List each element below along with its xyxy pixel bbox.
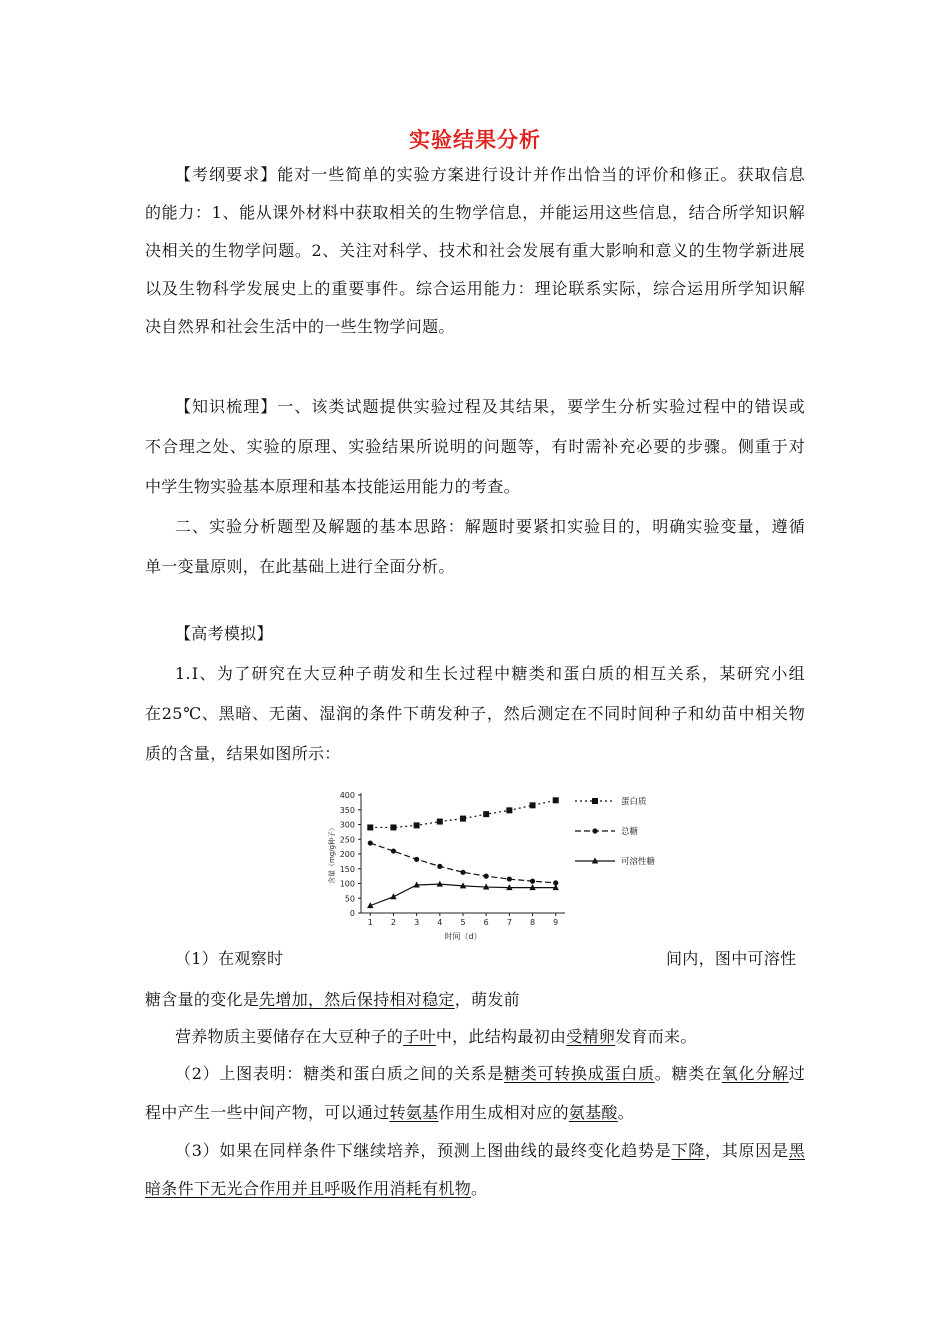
text: （2）上图表明：糖类和蛋白质之间的关系是 xyxy=(175,1064,505,1083)
data-point xyxy=(553,797,559,803)
x-tick-label: 3 xyxy=(414,918,420,927)
legend-marker xyxy=(592,798,598,804)
x-tick-label: 9 xyxy=(553,918,559,927)
answer1-line-1-left: （1）在观察时 xyxy=(175,949,284,968)
series-line-2 xyxy=(370,843,555,883)
legend xyxy=(575,796,656,867)
legend-label: 可溶性糖 xyxy=(621,857,656,867)
data-point xyxy=(391,848,396,853)
y-tick-label: 250 xyxy=(339,835,355,845)
text: 营养物质主要储存在大豆种子的 xyxy=(175,1027,404,1046)
text: 。 xyxy=(471,1179,488,1198)
text: 糖含量的变化是 xyxy=(145,990,260,1009)
text: 程中产生一些中间产物，可以通过 xyxy=(145,1103,390,1122)
x-tick-label: 1 xyxy=(367,918,373,927)
data-point xyxy=(530,802,536,808)
data-point xyxy=(483,811,489,817)
x-tick-label: 8 xyxy=(529,918,536,927)
answer1-line-1-right: 间内，图中可溶性 xyxy=(666,949,797,968)
text: ，其原因是 xyxy=(704,1141,789,1160)
answer-blank: 子叶 xyxy=(403,1027,436,1046)
answer-blank: 暗条件下无光合作用并且呼吸作用消耗有机物 xyxy=(145,1179,472,1198)
text: （3）如果在同样条件下继续培养，预测上图曲线的最终变化趋势是 xyxy=(175,1141,672,1160)
section-heading: 【高考模拟】 xyxy=(175,624,273,643)
plot-area xyxy=(327,791,565,941)
data-point xyxy=(506,807,512,813)
data-point xyxy=(460,870,465,875)
text: 发育而来。 xyxy=(615,1027,697,1046)
data-point xyxy=(437,864,442,869)
data-point xyxy=(367,824,373,830)
question-line-2: 在25℃、黑暗、无菌、湿润的条件下萌发种子，然后测定在不同时间种子和幼苗中相关物 xyxy=(145,704,805,723)
requirements-line-3: 决相关的生物学问题。2、关注对科学、技术和社会发展有重大影响和意义的生物学新进展 xyxy=(145,241,805,260)
data-point xyxy=(484,874,489,879)
requirements-line-5: 决自然界和社会生活中的一些生物学问题。 xyxy=(145,317,455,336)
answer2-line-1 xyxy=(175,1061,805,1084)
y-tick-label: 0 xyxy=(349,909,355,918)
y-tick-label: 150 xyxy=(339,864,355,874)
data-point xyxy=(530,879,535,884)
x-tick-label: 5 xyxy=(460,918,466,927)
x-tick-label: 6 xyxy=(483,918,489,927)
answer-blank: 黑 xyxy=(788,1141,805,1160)
data-point xyxy=(414,822,420,828)
text: 。糖类在 xyxy=(654,1064,722,1083)
question-line-3: 质的含量，结果如图所示： xyxy=(145,744,341,763)
requirements-line-2: 的能力：1、能从课外材料中获取相关的生物学信息，并能运用这些信息，结合所学知识解 xyxy=(145,203,805,222)
content-chart xyxy=(325,785,675,945)
answer1-line-3 xyxy=(175,1024,697,1047)
data-point xyxy=(368,840,373,845)
legend-label: 蛋白质 xyxy=(621,797,647,807)
y-tick-label: 200 xyxy=(339,850,355,859)
y-tick-label: 350 xyxy=(339,805,355,815)
answer-blank: 氧化分解 xyxy=(721,1064,789,1083)
data-point xyxy=(390,824,396,830)
knowledge-line-2: 不合理之处、实验的原理、实验结果所说明的问题等，有时需补充必要的步骤。侧重于对 xyxy=(145,437,805,456)
y-tick-label: 50 xyxy=(344,894,355,904)
data-point xyxy=(507,876,512,881)
text: 过 xyxy=(788,1064,806,1083)
data-point xyxy=(414,857,419,862)
legend-label: 总糖 xyxy=(621,827,639,837)
answer-blank: 氨基酸 xyxy=(568,1103,618,1122)
text: 作用生成相对应的 xyxy=(438,1103,569,1122)
analysis-line-1: 二、实验分析题型及解题的基本思路：解题时要紧扣实验目的，明确实验变量，遵循 xyxy=(175,517,805,536)
y-tick-label: 100 xyxy=(339,879,355,889)
x-tick-label: 4 xyxy=(437,918,443,927)
answer3-line-2 xyxy=(145,1176,487,1199)
answer2-line-2 xyxy=(145,1100,634,1123)
data-point xyxy=(460,816,466,822)
text: 中，此结构最初由 xyxy=(435,1027,567,1046)
analysis-line-2: 单一变量原则，在此基础上进行全面分析。 xyxy=(145,557,455,576)
series-line-1 xyxy=(370,800,555,827)
answer-blank: 糖类可转换成蛋白质 xyxy=(504,1064,655,1083)
knowledge-line-1: 【知识梳理】一、该类试题提供实验过程及其结果，要学生分析实验过程中的错误或 xyxy=(175,397,805,416)
y-tick-label: 300 xyxy=(339,820,355,830)
x-tick-label: 7 xyxy=(506,918,512,927)
legend-marker xyxy=(592,828,597,833)
requirements-line-1: 【考纲要求】能对一些简单的实验方案进行设计并作出恰当的评价和修正。获取信息 xyxy=(175,165,805,184)
text: ，萌发前 xyxy=(454,990,520,1009)
page-title: 实验结果分析 xyxy=(409,128,541,152)
answer-blank: 下降 xyxy=(671,1141,705,1160)
answer3-line-1 xyxy=(175,1138,805,1161)
x-axis-label: 时间（d） xyxy=(444,932,482,941)
answer-blank: 先增加，然后保持相对稳定 xyxy=(259,990,455,1009)
y-tick-label: 400 xyxy=(339,791,355,800)
requirements-line-4: 以及生物科学发展史上的重要事件。综合运用能力：理论联系实际，综合运用所学知识解 xyxy=(145,279,805,298)
question-line-1: 1.Ⅰ、为了研究在大豆种子萌发和生长过程中糖类和蛋白质的相互关系，某研究小组 xyxy=(175,664,805,683)
x-tick-label: 2 xyxy=(390,918,397,927)
knowledge-line-3: 中学生物实验基本原理和基本技能运用能力的考查。 xyxy=(145,477,520,496)
y-axis-label: 含量（mg/g种子） xyxy=(328,823,336,885)
data-point xyxy=(437,819,443,825)
text: 。 xyxy=(617,1103,635,1122)
answer1-line-2 xyxy=(145,987,520,1010)
answer-blank: 转氨基 xyxy=(389,1103,439,1122)
answer-blank: 受精卵 xyxy=(566,1027,616,1046)
